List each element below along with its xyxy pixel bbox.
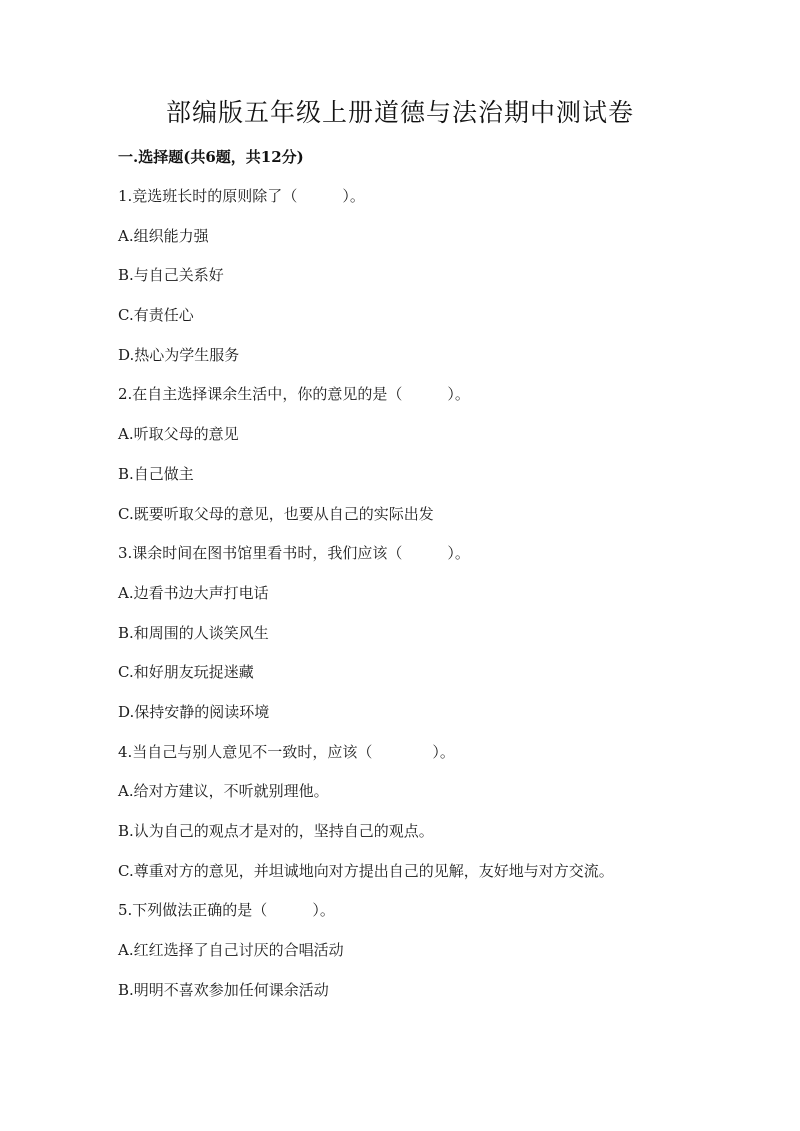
answer-option: B.与自己关系好 bbox=[118, 266, 224, 285]
answer-option: A.红红选择了自己讨厌的合唱活动 bbox=[118, 941, 344, 960]
question-stem: 1.竞选班长时的原则除了（ ）。 bbox=[118, 187, 365, 205]
answer-option: B.自己做主 bbox=[118, 464, 194, 483]
answer-option: D.保持安静的阅读环境 bbox=[118, 702, 270, 721]
question-stem: 4.当自己与别人意见不一致时，应该（ ）。 bbox=[118, 742, 455, 761]
answer-option: B.认为自己的观点才是对的，坚持自己的观点。 bbox=[118, 822, 434, 840]
answer-option: B.明明不喜欢参加任何课余活动 bbox=[118, 980, 329, 999]
answer-option: A.给对方建议，不听就别理他。 bbox=[118, 782, 329, 801]
question-stem: 5.下列做法正确的是（ ）。 bbox=[118, 901, 335, 920]
answer-option: C.和好朋友玩捉迷藏 bbox=[118, 663, 254, 682]
question-stem: 3.课余时间在图书馆里看书时，我们应该（ ）。 bbox=[118, 544, 470, 563]
section-heading: 一.选择题(共6题，共12分) bbox=[118, 148, 304, 166]
answer-option: A.边看书边大声打电话 bbox=[118, 583, 269, 602]
answer-option: B.和周围的人谈笑风生 bbox=[118, 623, 269, 642]
answer-option: C.既要听取父母的意见，也要从自己的实际出发 bbox=[118, 504, 434, 523]
answer-option: A.听取父母的意见 bbox=[118, 425, 239, 444]
page-title: 部编版五年级上册道德与法治期中测试卷 bbox=[165, 98, 634, 127]
question-list bbox=[118, 185, 778, 1018]
question-stem: 2.在自主选择课余生活中，你的意见的是（ ）。 bbox=[118, 385, 470, 404]
answer-option: C.有责任心 bbox=[118, 306, 194, 325]
answer-option: D.热心为学生服务 bbox=[118, 345, 240, 364]
answer-option: C.尊重对方的意见，并坦诚地向对方提出自己的见解，友好地与对方交流。 bbox=[118, 861, 614, 880]
answer-option: A.组织能力强 bbox=[118, 226, 209, 245]
